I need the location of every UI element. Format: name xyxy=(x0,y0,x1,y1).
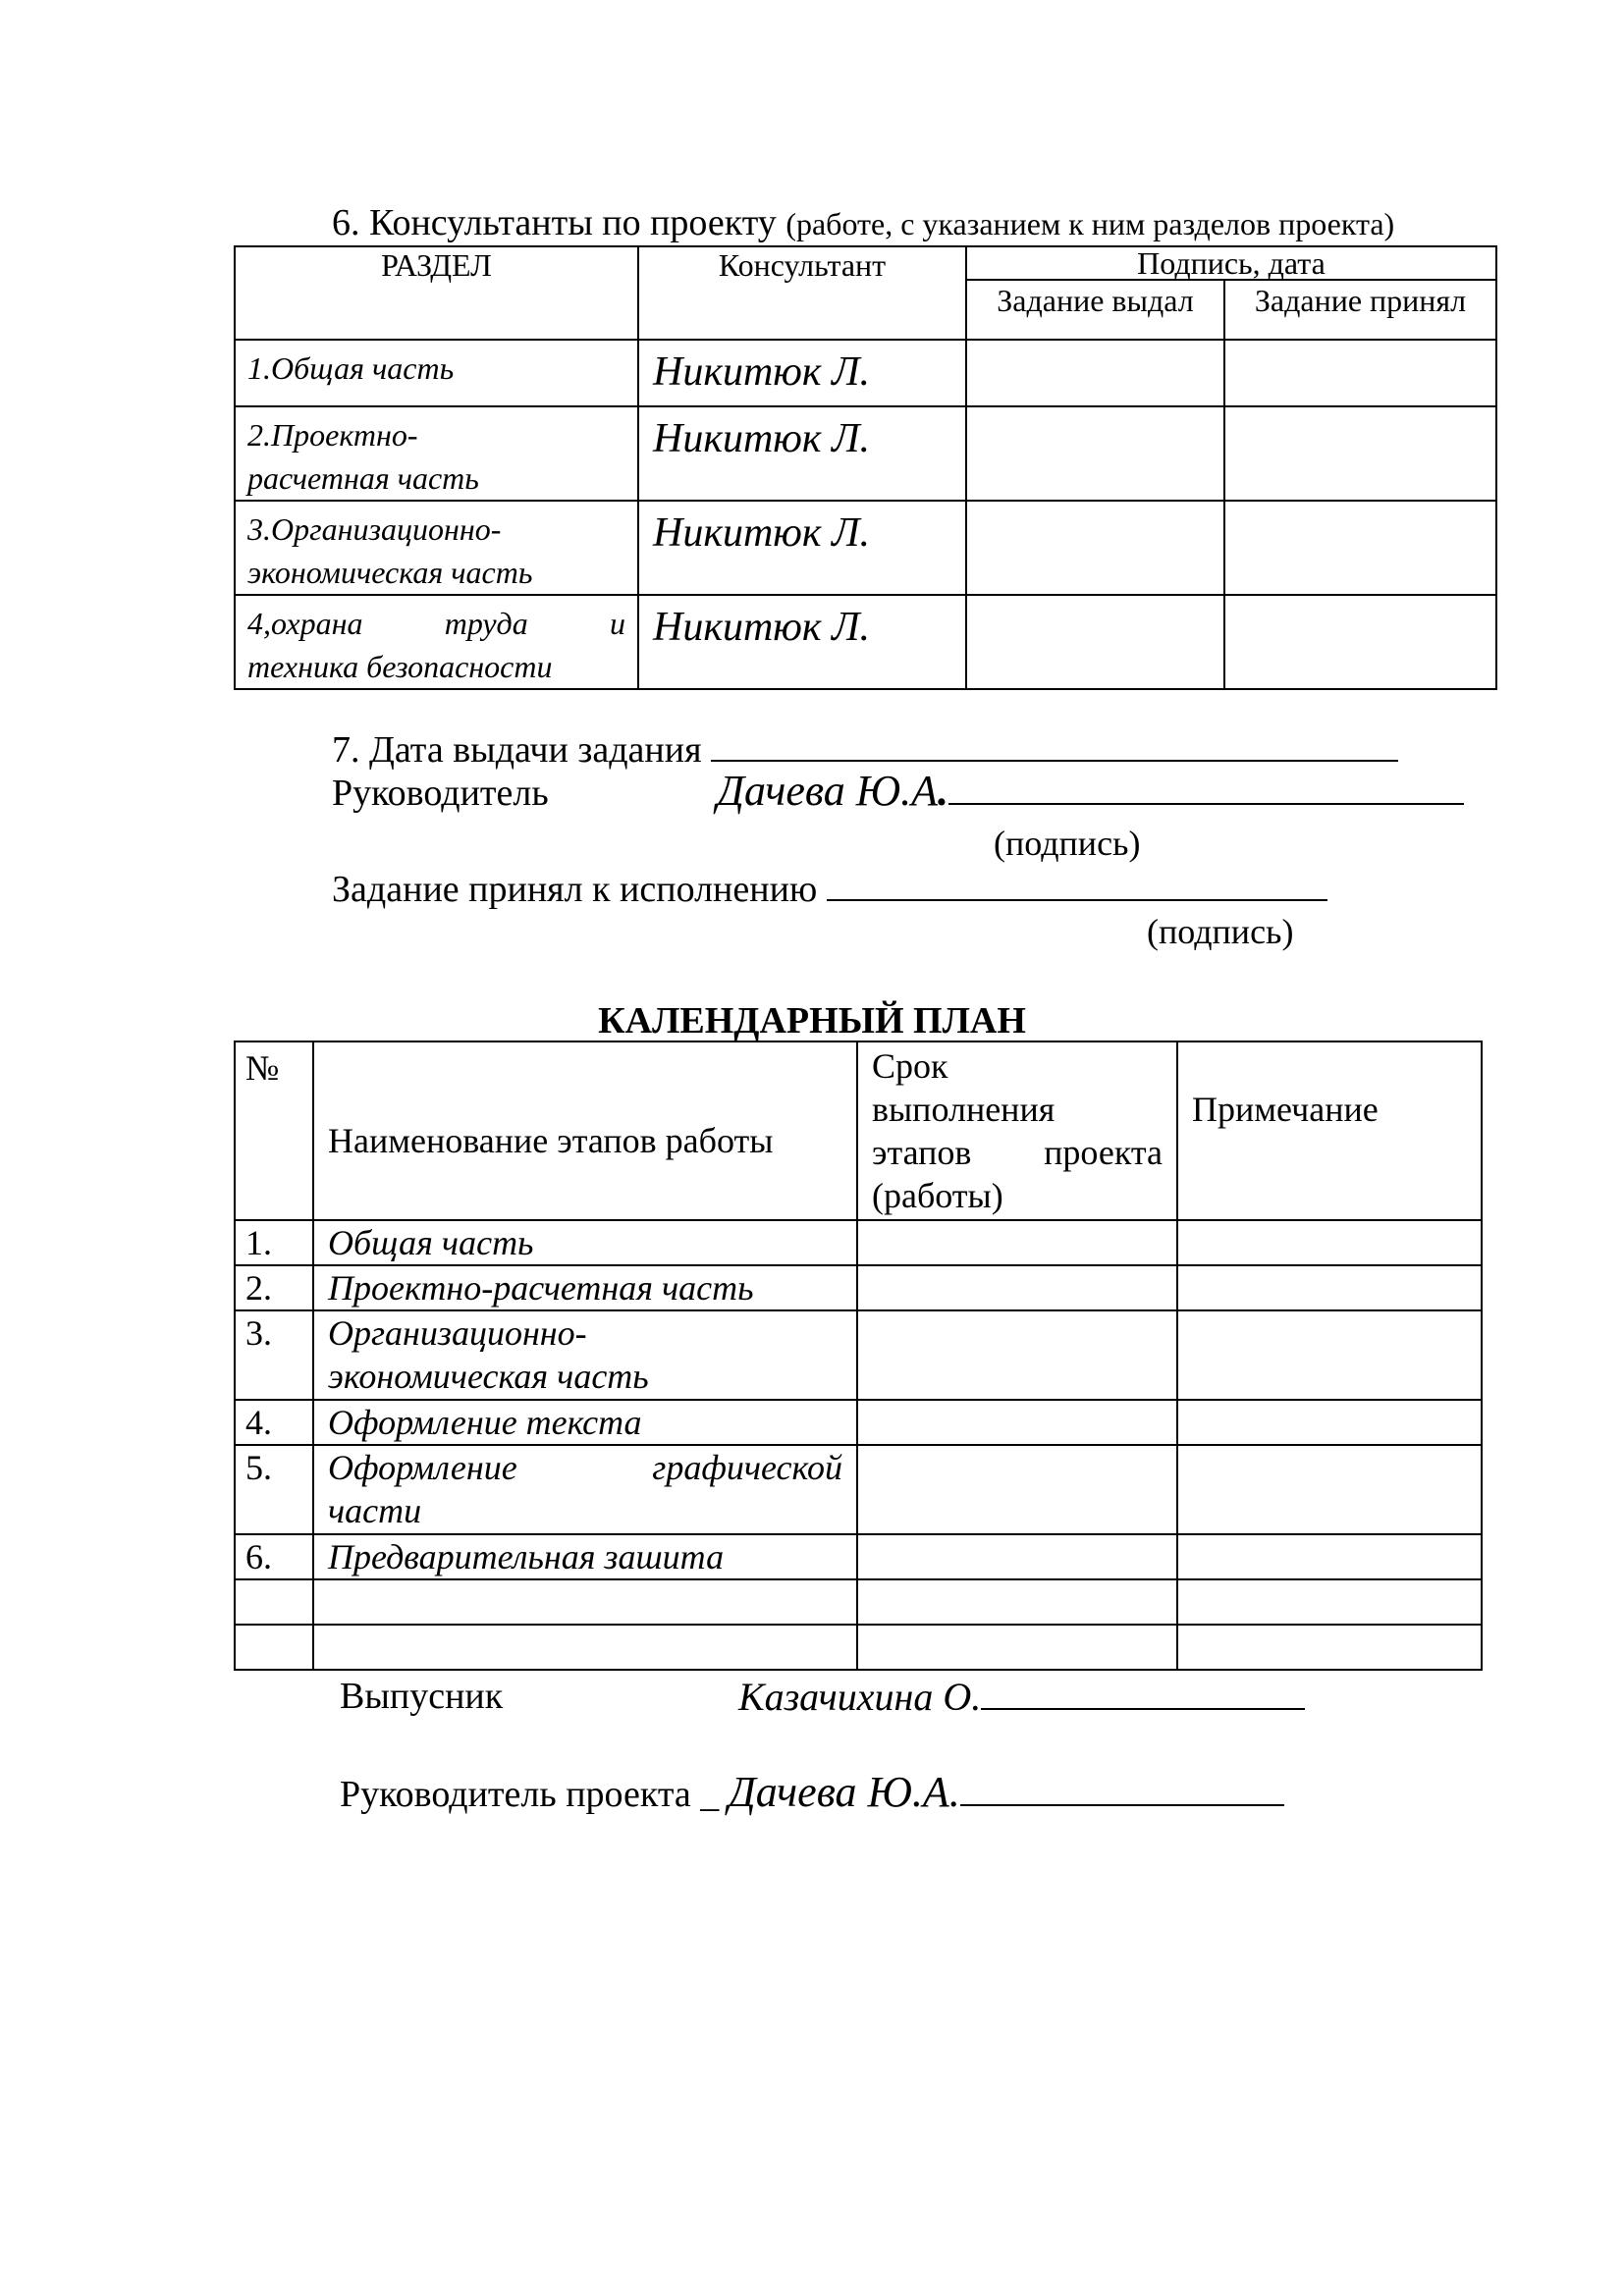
row-name[interactable] xyxy=(313,1579,857,1625)
consultant-cell: Никитюк Л. xyxy=(638,406,966,501)
row-name[interactable] xyxy=(313,1625,857,1670)
accepted-caption: (подпись) xyxy=(1147,912,1294,951)
section-cell: 4,охрана труда и техника безопасности xyxy=(235,595,638,689)
issued-cell[interactable] xyxy=(966,340,1224,406)
table-row xyxy=(235,1310,1482,1400)
project-supervisor-label: Руководитель проекта _ xyxy=(340,1774,720,1815)
row-name: Оформление графической части xyxy=(313,1445,857,1534)
consultant-cell: Никитюк Л. xyxy=(638,501,966,595)
issue-date-line xyxy=(332,724,1398,772)
header-consultant: Консультант xyxy=(638,246,966,340)
table-row xyxy=(235,1579,1482,1625)
section-cell: 3.Организационно- экономическая часть xyxy=(235,501,638,595)
row-term[interactable] xyxy=(857,1534,1177,1579)
row-name: Оформление текста xyxy=(313,1400,857,1445)
row-num: 2. xyxy=(235,1265,313,1310)
issued-cell[interactable] xyxy=(966,406,1224,501)
header-num: № xyxy=(235,1041,313,1220)
header-section: РАЗДЕЛ xyxy=(235,246,638,340)
graduate-name: Казачихина О. xyxy=(738,1675,982,1719)
table-row xyxy=(235,1265,1482,1310)
row-num: 1. xyxy=(235,1220,313,1265)
row-num: 3. xyxy=(235,1310,313,1400)
row-num: 4. xyxy=(235,1400,313,1445)
supervisor-name-dot: . xyxy=(938,767,949,815)
header-signature-date: Подпись, дата xyxy=(966,246,1496,280)
row-term[interactable] xyxy=(857,1445,1177,1534)
accepted-cell[interactable] xyxy=(1224,501,1496,595)
row-name: Предварительная зашита xyxy=(313,1534,857,1579)
header-accepted: Задание принял xyxy=(1224,280,1496,340)
consultants-title xyxy=(332,201,1394,244)
project-supervisor-signature-field[interactable] xyxy=(960,1769,1284,1806)
table-row xyxy=(235,340,1496,406)
row-num: 6. xyxy=(235,1534,313,1579)
supervisor-line xyxy=(332,772,549,815)
row-note[interactable] xyxy=(1177,1445,1482,1534)
issue-date-label: 7. Дата выдачи задания xyxy=(332,729,702,771)
consultant-cell: Никитюк Л. xyxy=(638,340,966,406)
row-term[interactable] xyxy=(857,1220,1177,1265)
row-term[interactable] xyxy=(857,1265,1177,1310)
plan-title: КАЛЕНДАРНЫЙ ПЛАН xyxy=(598,1000,1026,1041)
row-num[interactable] xyxy=(235,1579,313,1625)
plan-table xyxy=(234,1041,1483,1671)
issued-cell[interactable] xyxy=(966,595,1224,689)
row-note[interactable] xyxy=(1177,1310,1482,1400)
accepted-label: Задание принял к исполнению xyxy=(332,869,818,910)
supervisor-signature xyxy=(717,766,1464,816)
section-cell: 2.Проектно- расчетная часть xyxy=(235,406,638,501)
row-num: 5. xyxy=(235,1445,313,1534)
accepted-cell[interactable] xyxy=(1224,595,1496,689)
row-term[interactable] xyxy=(857,1625,1177,1670)
row-note[interactable] xyxy=(1177,1400,1482,1445)
table-row xyxy=(235,406,1496,501)
row-num[interactable] xyxy=(235,1625,313,1670)
row-note[interactable] xyxy=(1177,1534,1482,1579)
header-note: Примечание xyxy=(1177,1041,1482,1220)
signature-caption: (подпись) xyxy=(994,824,1141,863)
row-name: Общая часть xyxy=(313,1220,857,1265)
table-row xyxy=(235,501,1496,595)
row-term[interactable] xyxy=(857,1310,1177,1400)
row-name: Проектно-расчетная часть xyxy=(313,1265,857,1310)
consultants-table xyxy=(234,245,1497,690)
table-row xyxy=(235,1625,1482,1670)
row-note[interactable] xyxy=(1177,1220,1482,1265)
supervisor-label: Руководитель xyxy=(332,773,549,814)
row-term[interactable] xyxy=(857,1400,1177,1445)
row-note[interactable] xyxy=(1177,1625,1482,1670)
table-row xyxy=(235,1534,1482,1579)
issued-cell[interactable] xyxy=(966,501,1224,595)
accepted-line xyxy=(332,864,1327,911)
accepted-cell[interactable] xyxy=(1224,340,1496,406)
graduate-signature-field[interactable] xyxy=(981,1673,1305,1710)
graduate-signature xyxy=(738,1673,1305,1720)
table-row xyxy=(235,1400,1482,1445)
project-supervisor-line xyxy=(340,1767,1284,1817)
project-supervisor-name: Дачева Ю.А. xyxy=(728,1768,960,1816)
supervisor-name: Дачева Ю.А xyxy=(717,767,939,815)
row-name: Организационно- экономическая часть xyxy=(313,1310,857,1400)
consultants-title-note: (работе, с указанием к ним разделов проекта) xyxy=(785,206,1395,241)
row-note[interactable] xyxy=(1177,1265,1482,1310)
consultants-title-main: 6. Консультанты по проекту xyxy=(332,202,777,243)
accepted-signature-field[interactable] xyxy=(827,864,1327,901)
graduate-label: Выпусник xyxy=(340,1676,504,1717)
header-issued: Задание выдал xyxy=(966,280,1224,340)
supervisor-signature-field[interactable] xyxy=(948,768,1464,805)
accepted-cell[interactable] xyxy=(1224,406,1496,501)
consultant-cell: Никитюк Л. xyxy=(638,595,966,689)
header-term: Срок выполнения этапов проекта (работы) xyxy=(857,1041,1177,1220)
row-term[interactable] xyxy=(857,1579,1177,1625)
section-cell: 1.Общая часть xyxy=(235,340,638,406)
issue-date-field[interactable] xyxy=(711,724,1398,762)
header-name: Наименование этапов работы xyxy=(313,1041,857,1220)
table-row xyxy=(235,595,1496,689)
table-row xyxy=(235,1445,1482,1534)
table-row xyxy=(235,1220,1482,1265)
row-note[interactable] xyxy=(1177,1579,1482,1625)
